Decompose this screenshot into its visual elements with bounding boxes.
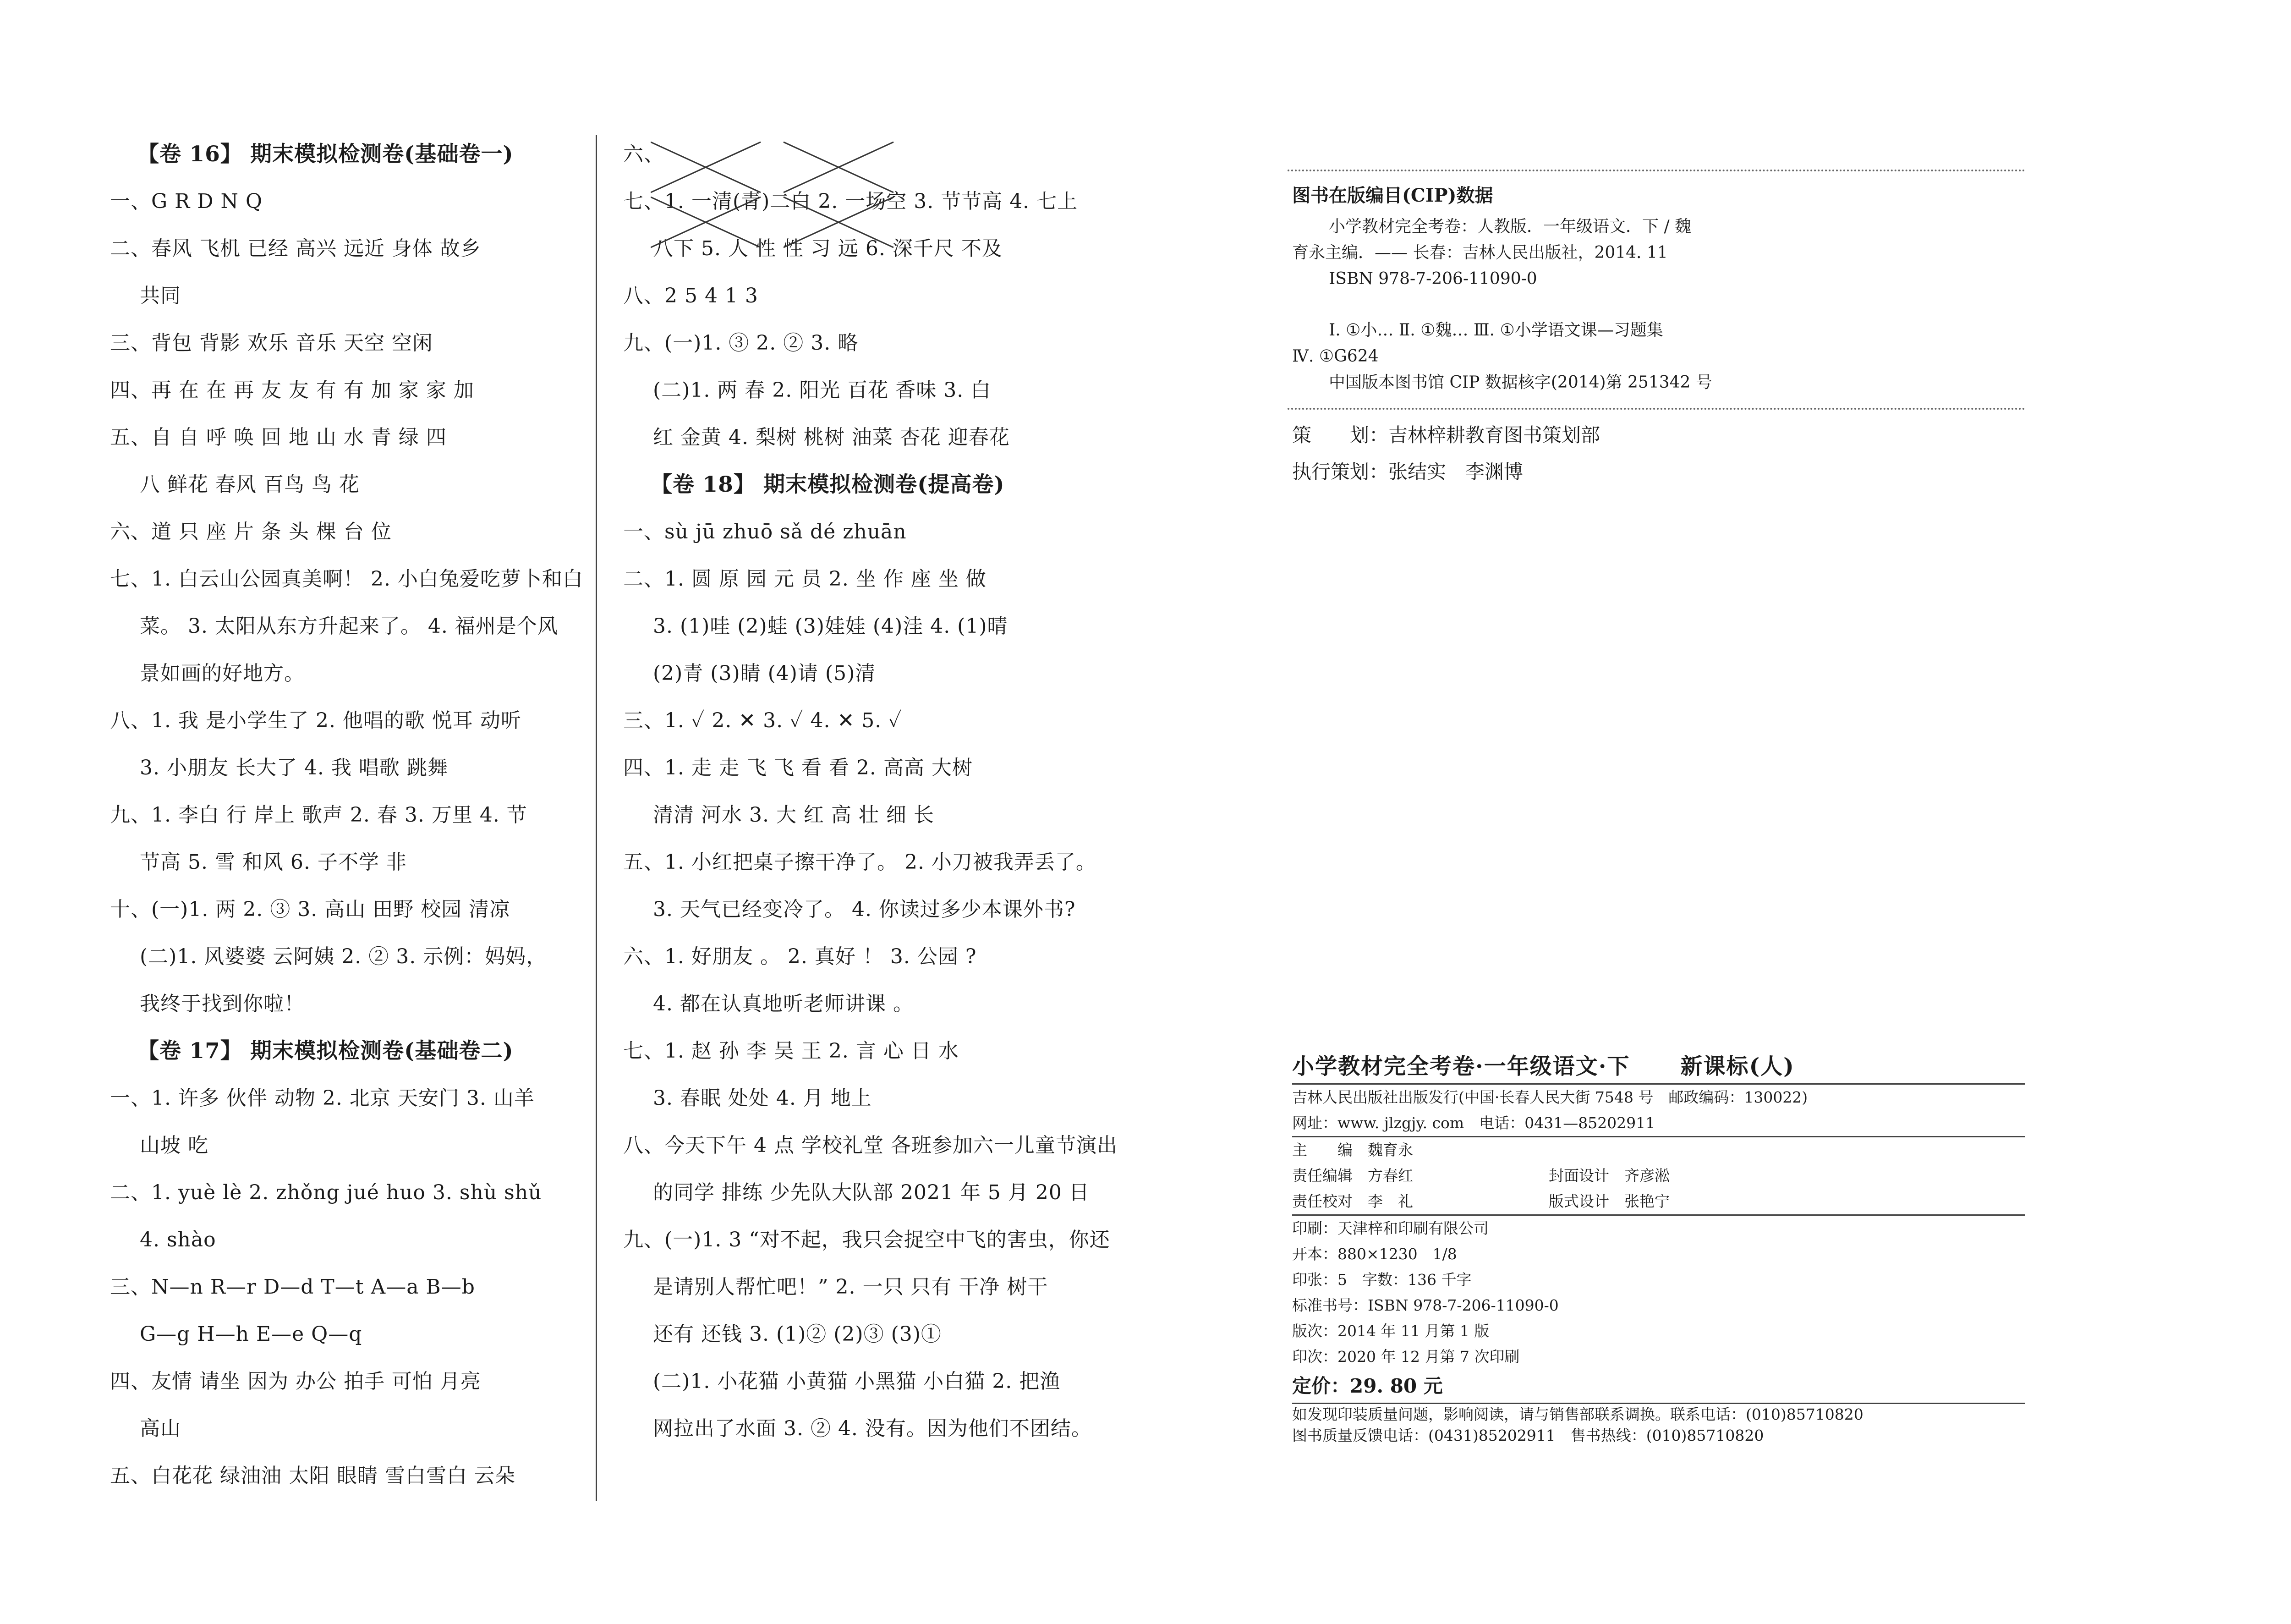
answer-line: 网拉出了水面 3. ② 4. 没有。因为他们不团结。 — [653, 1417, 1092, 1440]
format-line: 开本：880×1230 1/8 — [1292, 1245, 1457, 1263]
answer-line: 七、1. 一清(青)二白 2. 一场空 3. 节节高 4. 七上 — [623, 190, 1078, 213]
answer-line: 红 金黄 4. 梨树 桃树 油菜 杏花 迎春花 — [653, 426, 1010, 449]
answer-line: 3. 春眠 处处 4. 月 地上 — [653, 1086, 872, 1110]
answer-line: 四、1. 走 走 飞 飞 看 看 2. 高高 大树 — [623, 756, 973, 779]
answer-line: 山坡 吃 — [140, 1134, 208, 1157]
issuer-line: 吉林人民出版社出版发行(中国·长春人民大街 7548 号 邮政编码：130022) — [1292, 1088, 1808, 1106]
answer-line: 九、(一)1. ③ 2. ② 3. 略 — [623, 331, 859, 355]
answer-line: 4. shào — [140, 1228, 216, 1251]
cip-block — [1292, 181, 2034, 395]
section-heading: 【卷 18】 期末模拟检测卷(提高卷) — [651, 472, 1005, 497]
answer-column-right — [623, 131, 1118, 1452]
answer-line: 3. (1)哇 (2)蛙 (3)娃娃 (4)洼 4. (1)晴 — [653, 614, 1008, 638]
answer-line: 清清 河水 3. 大 红 高 壮 细 长 — [653, 803, 934, 827]
answer-line: 六、 — [623, 143, 664, 166]
answer-line: 六、1. 好朋友 。 2. 真好 ！ 3. 公园 ? — [623, 945, 977, 968]
cip-line: 中国版本图书馆 CIP 数据核字(2014)第 251342 号 — [1329, 373, 1712, 392]
answer-line: 八、2 5 4 1 3 — [623, 284, 758, 307]
answer-line: 二、1. 圆 原 园 元 员 2. 坐 作 座 坐 做 — [623, 567, 987, 591]
printer-line: 印刷：天津梓和印刷有限公司 — [1292, 1219, 1489, 1237]
answer-line: 四、再 在 在 再 友 友 有 有 加 家 家 加 — [110, 379, 474, 402]
answer-line: 一、G R D N Q — [110, 190, 263, 213]
answer-line: 七、1. 赵 孙 李 吴 王 2. 言 心 日 水 — [623, 1039, 959, 1063]
edition-line: 版次：2014 年 11 月第 1 版 — [1292, 1322, 1490, 1340]
answer-line: 九、(一)1. 3 “对不起，我只会捉空中飞的害虫，你还 — [623, 1228, 1110, 1251]
printing-line: 印次：2020 年 12 月第 7 次印刷 — [1292, 1348, 1520, 1366]
answer-line: 七、1. 白云山公园真美啊！ 2. 小白兔爱吃萝卜和白 — [110, 567, 583, 591]
answer-line: 3. 小朋友 长大了 4. 我 唱歌 跳舞 — [140, 756, 448, 779]
planning-line: 策 划：吉林梓耕教育图书策划部 — [1292, 424, 1600, 446]
layout-design-line: 版式设计 张艳宁 — [1549, 1192, 1670, 1210]
answer-line: 八下 5. 人 性 性 习 远 6. 深千尺 不及 — [653, 237, 1003, 260]
cip-top-divider — [1288, 170, 2025, 171]
cip-bottom-divider — [1288, 408, 2025, 410]
answer-line: 五、自 自 呼 唤 回 地 山 水 青 绿 四 — [110, 426, 447, 449]
answer-line: 的同学 排练 少先队大队部 2021 年 5 月 20 日 — [653, 1181, 1090, 1204]
answer-line: 三、N—n R—r D—d T—t A—a B—b — [110, 1275, 475, 1299]
website-line: 网址：www. jlzgjy. com 电话：0431—85202911 — [1292, 1114, 1655, 1132]
answer-line: 八 鲜花 春风 百鸟 鸟 花 — [140, 473, 360, 496]
answer-line: 还有 还钱 3. (1)② (2)③ (3)① — [653, 1322, 942, 1346]
answer-line: G—g H—h E—e Q—q — [140, 1322, 362, 1346]
answer-line: 节高 5. 雪 和风 6. 子不学 非 — [140, 850, 407, 874]
answer-line: 我终于找到你啦！ — [140, 992, 305, 1015]
answer-line: (二)1. 小花猫 小黄猫 小黑猫 小白猫 2. 把渔 — [653, 1370, 1061, 1393]
sheets-line: 印张：5 字数：136 千字 — [1292, 1271, 1472, 1289]
answer-line: 四、友情 请坐 因为 办公 拍手 可怕 月亮 — [110, 1370, 481, 1393]
answer-line: 一、1. 许多 伙伴 动物 2. 北京 天安门 3. 山羊 — [110, 1086, 535, 1110]
feedback-notice: 图书质量反馈电话：(0431)85202911 售书热线：(010)85710820 — [1292, 1426, 1764, 1444]
answer-column-left — [110, 131, 583, 1499]
section-heading: 【卷 17】 期末模拟检测卷(基础卷二) — [137, 1038, 514, 1064]
answer-line: 三、背包 背影 欢乐 音乐 天空 空闲 — [110, 331, 433, 355]
cross-out-figure — [651, 137, 907, 252]
quality-notice: 如发现印装质量问题，影响阅读，请与销售部联系调换。联系电话：(010)85710820 — [1292, 1405, 1863, 1423]
answer-line: 十、(一)1. 两 2. ③ 3. 高山 田野 校园 清凉 — [110, 898, 510, 921]
answer-line: 景如画的好地方。 — [140, 662, 305, 685]
publisher-block — [1292, 1049, 2025, 1446]
editor-line: 主 编 魏育永 — [1292, 1141, 1413, 1159]
answer-line: 共同 — [140, 284, 181, 307]
answer-line: 二、1. yuè lè 2. zhǒng jué huo 3. shù shǔ — [110, 1181, 542, 1204]
answer-line: 二、春风 飞机 已经 高兴 远近 身体 故乡 — [110, 237, 481, 260]
column-divider — [596, 135, 597, 1501]
planning-block — [1292, 417, 1600, 490]
answer-line: 六、道 只 座 片 条 头 棵 台 位 — [110, 520, 392, 543]
section-heading: 【卷 16】 期末模拟检测卷(基础卷一) — [137, 142, 514, 167]
answer-line: (2)青 (3)睛 (4)请 (5)清 — [653, 662, 876, 685]
answer-line: 一、sù jū zhuō sǎ dé zhuān — [623, 520, 907, 543]
answer-line: 九、1. 李白 行 岸上 歌声 2. 春 3. 万里 4. 节 — [110, 803, 527, 827]
answer-line: 五、1. 小红把桌子擦干净了。 2. 小刀被我弄丢了。 — [623, 850, 1096, 874]
answer-line: (二)1. 两 春 2. 阳光 百花 香味 3. 白 — [653, 379, 992, 402]
cip-line: Ⅳ. ①G624 — [1292, 347, 1379, 366]
cip-line: ISBN 978-7-206-11090-0 — [1329, 269, 1537, 288]
book-title: 小学教材完全考卷·一年级语文·下 新课标(人) — [1292, 1053, 1795, 1079]
resp-proof-line: 责任校对 李 礼 — [1292, 1192, 1413, 1210]
answer-line: 五、白花花 绿油油 太阳 眼睛 雪白雪白 云朵 — [110, 1464, 515, 1487]
isbn-line: 标准书号：ISBN 978-7-206-11090-0 — [1292, 1296, 1559, 1314]
price: 定价：29. 80 元 — [1292, 1375, 1443, 1397]
resp-editor-line: 责任编辑 方春红 — [1292, 1167, 1413, 1185]
cip-line: Ⅰ. ①小… Ⅱ. ①魏… Ⅲ. ①小学语文课—习题集 — [1329, 321, 1663, 340]
executive-planning-line: 执行策划：张结实 李渊博 — [1292, 461, 1524, 483]
answer-line: 八、1. 我 是小学生了 2. 他唱的歌 悦耳 动听 — [110, 709, 521, 732]
answer-line: 三、1. ✓ 2. ✕ 3. ✓ 4. ✕ 5. ✓ — [623, 709, 902, 732]
cip-line: 小学教材完全考卷：人教版．一年级语文．下 / 魏 — [1329, 217, 1692, 236]
answer-line: 八、今天下午 4 点 学校礼堂 各班参加六一儿童节演出 — [623, 1134, 1118, 1157]
answer-line: 是请别人帮忙吧！” 2. 一只 只有 干净 树干 — [653, 1275, 1048, 1299]
answer-line: 3. 天气已经变冷了。 4. 你读过多少本课外书? — [653, 898, 1076, 921]
answer-line: (二)1. 风婆婆 云阿姨 2. ② 3. 示例：妈妈， — [140, 945, 547, 968]
cover-design-line: 封面设计 齐彦淞 — [1549, 1167, 1670, 1185]
cip-title: 图书在版编目(CIP)数据 — [1292, 185, 1493, 206]
cip-line: 育永主编．—— 长春：吉林人民出版社，2014. 11 — [1292, 243, 1668, 262]
answer-line: 高山 — [140, 1417, 181, 1440]
answer-line: 菜。 3. 太阳从东方升起来了。 4. 福州是个风 — [140, 614, 558, 638]
answer-line: 4. 都在认真地听老师讲课 。 — [653, 992, 914, 1015]
